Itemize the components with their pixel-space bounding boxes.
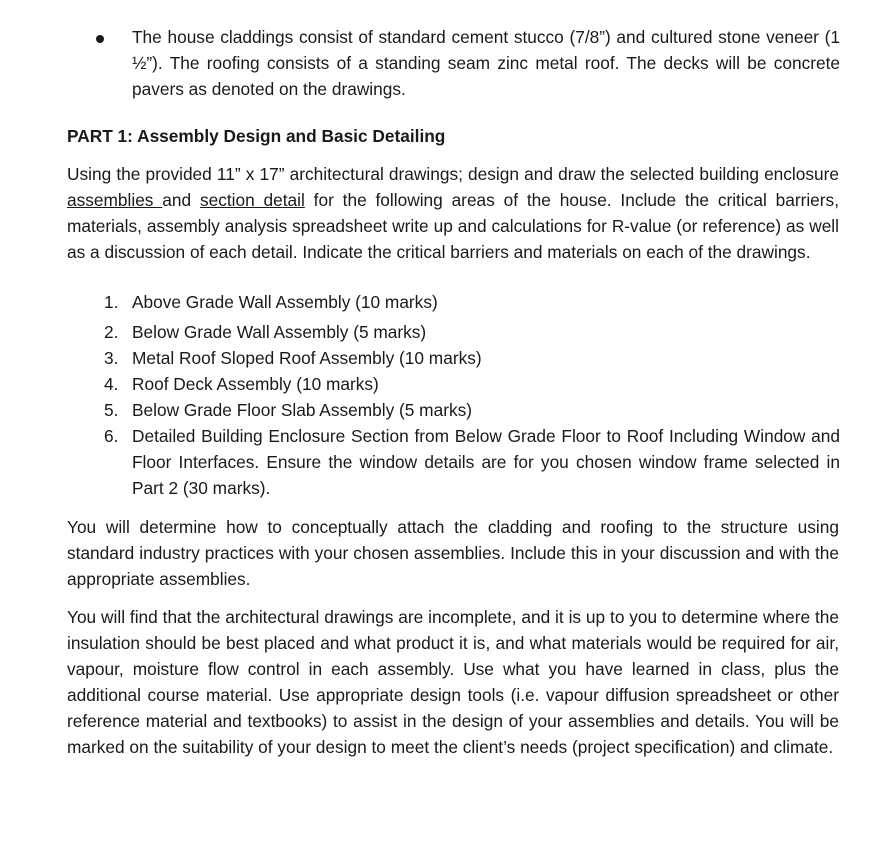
list-item: 6. Detailed Building Enclosure Section from Below Grade Floor to Roof Including Window and Floor Interfaces. Ensure the window details are for you chosen window frame selected in Part 2 (30 marks). (104, 426, 840, 498)
intro-paragraph (67, 161, 839, 265)
assembly-list (104, 289, 840, 501)
assemblies-link: assemblies (67, 190, 163, 210)
insulation-paragraph: You will find that the architectural drawings are incomplete, and it is up to you to determine where the insulation should be best placed and what product it is, and what materials would be required for air, vapour, moisture flow control in each assembly. Use what you have learned in class, plus the additional course material. Use appropriate design tools (i.e. vapour diffusion spreadsheet or other reference material and textbooks) to assist in the design of your assemblies and details. You will be marked on the suitability of your design to meet the client’s needs (project specification) and climate. (67, 607, 839, 757)
attachment-paragraph: You will determine how to conceptually attach the cladding and roofing to the structure using standard industry practices with your chosen assemblies. Include this in your discussion and with the appropriate assemblies. (67, 517, 839, 589)
bullet-dot-icon (96, 35, 104, 43)
intro-text-between: and (162, 190, 200, 210)
section-detail-link: section detail (199, 190, 305, 210)
list-item: 5. Below Grade Floor Slab Assembly (5 marks) (104, 400, 472, 420)
list-item: 2. Below Grade Wall Assembly (5 marks) (104, 322, 427, 342)
intro-text-start: Using the provided 11” x 17” architectural drawings; design and draw the selected building enclosure (67, 164, 839, 184)
list-item: 3. Metal Roof Sloped Roof Assembly (10 marks) (104, 348, 482, 368)
section-heading: PART 1: Assembly Design and Basic Detailing (67, 126, 446, 146)
bullet-item (96, 24, 840, 102)
list-item: 4. Roof Deck Assembly (10 marks) (104, 374, 379, 394)
bullet-text: The house claddings consist of standard cement stucco (7/8”) and cultured stone veneer (1 ½”). The roofing consists of a standing seam zinc metal roof. The decks will be concrete pavers as denoted on the drawings. (132, 27, 840, 99)
list-item: 1. Above Grade Wall Assembly (10 marks) (104, 292, 438, 312)
intro-text-end: for the following areas of the house. Include the critical barriers, materials, assembly analysis spreadsheet write up and calculations for R-value (or reference) as well as a discussion of each detail. Indicate the critical barriers and materials on each of the drawings. (67, 190, 839, 262)
